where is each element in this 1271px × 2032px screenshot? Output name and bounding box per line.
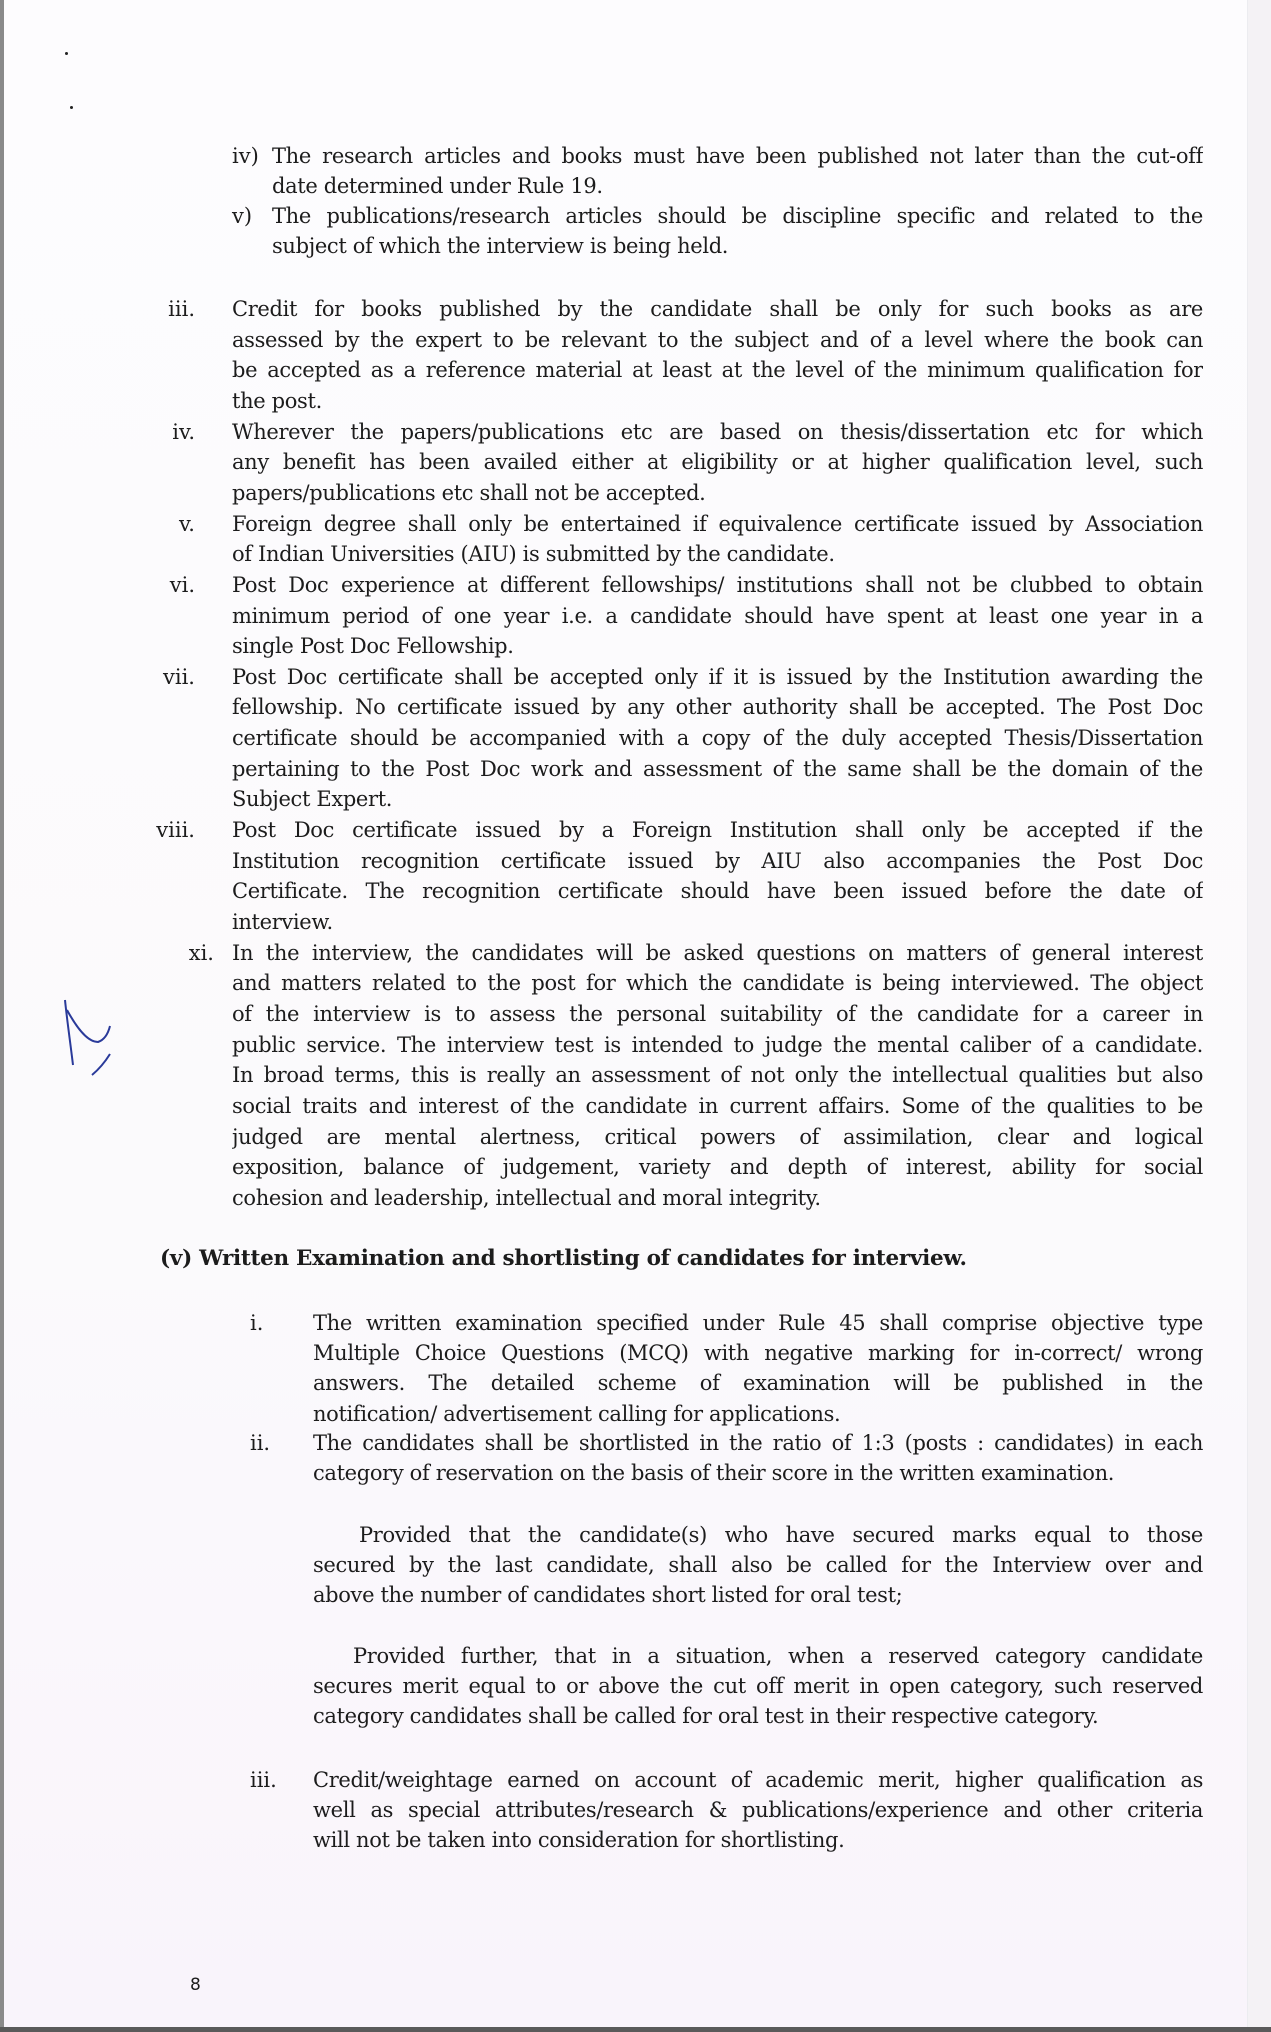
item-text: any benefit has been availed either at eligibility or at higher qualification level, such — [232, 450, 1203, 475]
item-text: secured by the last candidate, shall also be called for the Interview over and — [313, 1553, 1203, 1578]
item-text: exposition, balance of judgement, variety and depth of interest, ability for social — [232, 1155, 1203, 1180]
item-label: iv. — [172, 419, 195, 444]
item-label: viii. — [156, 818, 195, 843]
item-text: well as special attributes/research & publications/experience and other criteria — [313, 1798, 1203, 1823]
item-label: iv) — [232, 144, 259, 168]
item-text: social traits and interest of the candidate in current affairs. Some of the qualities to be — [232, 1093, 1203, 1118]
item-text: public service. The interview test is intended to judge the mental caliber of a candidate. — [232, 1032, 1203, 1057]
item-text: Post Doc certificate issued by a Foreign Institution shall only be accepted if the — [232, 818, 1203, 843]
item-text: The publications/research articles should be discipline specific and related to the — [272, 204, 1203, 228]
item-label: iii. — [168, 297, 195, 321]
item-text: Provided further, that in a situation, when a reserved category candidate — [353, 1644, 1203, 1668]
item-text: Certificate. The recognition certificate should have been issued before the date of — [232, 879, 1203, 904]
item-text: The candidates shall be shortlisted in the ratio of 1:3 (posts : candidates) in each — [313, 1431, 1203, 1455]
item-text: and matters related to the post for which the candidate is being interviewed. The object — [232, 971, 1203, 996]
item-text: of the interview is to assess the personal suitability of the candidate for a career in — [232, 1001, 1203, 1026]
item-label: v. — [178, 511, 195, 536]
item-text: Wherever the papers/publications etc are based on thesis/dissertation etc for which — [232, 419, 1203, 444]
page-number: 8 — [190, 1975, 201, 1995]
scan-right-edge — [1247, 0, 1271, 2027]
item-text: judged are mental alertness, critical powers of assimilation, clear and logical — [232, 1124, 1203, 1149]
item-text: papers/publications etc shall not be accepted. — [232, 480, 706, 505]
item-text: category candidates shall be called for oral test in their respective category. — [313, 1704, 1099, 1729]
item-text: In broad terms, this is really an assessment of not only the intellectual qualities but also — [232, 1063, 1203, 1088]
item-label: vi. — [169, 572, 195, 597]
item-text: category of reservation on the basis of their score in the written examination. — [313, 1461, 1115, 1486]
scan-speck — [65, 52, 68, 55]
item-text: Credit for books published by the candidate shall be only for such books as are — [232, 297, 1203, 321]
item-text: single Post Doc Fellowship. — [232, 634, 514, 659]
item-text: certificate should be accompanied with a copy of the duly accepted Thesis/Dissertation — [232, 726, 1203, 751]
scan-left-edge — [0, 0, 4, 2032]
item-text: Subject Expert. — [232, 787, 393, 812]
item-text: The research articles and books must have been published not later than the cut-off — [272, 144, 1203, 168]
item-text: Foreign degree shall only be entertained if equivalence certificate issued by Association — [232, 511, 1203, 536]
scan-speck — [70, 106, 73, 109]
item-text: be accepted as a reference material at least at the level of the minimum qualification for — [232, 358, 1203, 383]
item-text: Provided that the candidate(s) who have secured marks equal to those — [359, 1523, 1203, 1547]
item-text: above the number of candidates short listed for oral test; — [313, 1583, 903, 1608]
item-text: Credit/weightage earned on account of academic merit, higher qualification as — [313, 1768, 1203, 1792]
item-text: fellowship. No certificate issued by any other authority shall be accepted. The Post Doc — [232, 695, 1203, 720]
section-heading: (v) Written Examination and shortlisting of candidates for interview. — [160, 1246, 967, 1271]
item-text: minimum period of one year i.e. a candidate should have spent at least one year in a — [232, 603, 1203, 628]
item-label: iii. — [250, 1768, 277, 1792]
item-text: In the interview, the candidates will be asked questions on matters of general interest — [232, 940, 1203, 965]
item-label: xi. — [188, 940, 214, 965]
item-label: i. — [250, 1311, 264, 1335]
scan-bottom-edge — [0, 2027, 1271, 2032]
item-text: subject of which the interview is being held. — [272, 234, 729, 258]
item-text: Multiple Choice Questions (MCQ) with negative marking for in-correct/ wrong — [313, 1341, 1203, 1366]
item-label: vii. — [163, 664, 195, 689]
item-text: of Indian Universities (AIU) is submitted by the candidate. — [232, 542, 835, 567]
item-text: cohesion and leadership, intellectual and moral integrity. — [232, 1185, 821, 1210]
handwritten-mark-icon — [50, 990, 130, 1090]
item-text: Post Doc experience at different fellowships/ institutions shall not be clubbed to obtain — [232, 572, 1203, 597]
item-text: assessed by the expert to be relevant to the subject and of a level where the book can — [232, 327, 1203, 352]
item-label: v) — [232, 204, 253, 228]
item-label: ii. — [250, 1431, 271, 1455]
item-text: The written examination specified under Rule 45 shall comprise objective type — [313, 1311, 1203, 1335]
item-text: notification/ advertisement calling for applications. — [313, 1401, 841, 1426]
item-text: Institution recognition certificate issued by AIU also accompanies the Post Doc — [232, 848, 1203, 873]
item-text: the post. — [232, 388, 322, 413]
item-text: interview. — [232, 910, 333, 934]
item-text: pertaining to the Post Doc work and assessment of the same shall be the domain of the — [232, 756, 1203, 781]
item-text: date determined under Rule 19. — [272, 174, 603, 198]
item-text: secures merit equal to or above the cut off merit in open category, such reserved — [313, 1674, 1203, 1699]
item-text: Post Doc certificate shall be accepted only if it is issued by the Institution awarding the — [232, 664, 1203, 689]
item-text: answers. The detailed scheme of examination will be published in the — [313, 1371, 1203, 1396]
item-text: will not be taken into consideration for shortlisting. — [313, 1828, 845, 1853]
